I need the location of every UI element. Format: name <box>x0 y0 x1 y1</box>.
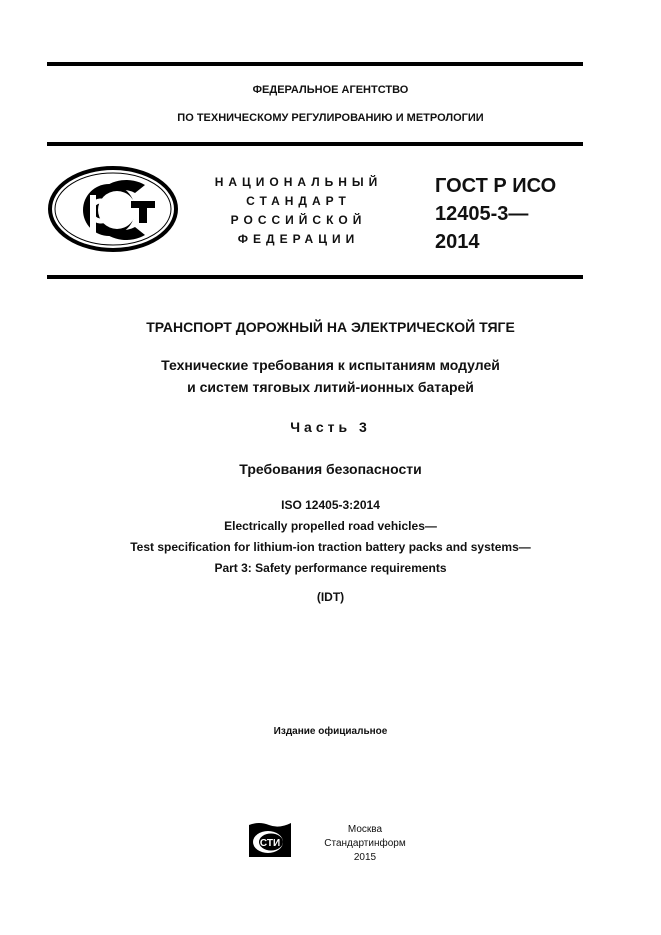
document-title: ТРАНСПОРТ ДОРОЖНЫЙ НА ЭЛЕКТРИЧЕСКОЙ ТЯГЕ <box>146 319 515 335</box>
part-number: Часть 3 <box>290 419 371 435</box>
subtitle-line: Технические требования к испытаниям модулей <box>161 357 500 373</box>
header-rule <box>47 142 583 146</box>
national-standard-line: ФЕДЕРАЦИИ <box>237 232 360 246</box>
block-rule <box>47 275 583 279</box>
iso-line: ISO 12405-3:2014 <box>281 498 380 512</box>
designation-line: 2014 <box>435 231 480 253</box>
designation-line: 12405-3— <box>435 203 529 225</box>
standard-designation <box>435 172 556 256</box>
iso-line: Test specification for lithium-ion traction battery packs and systems— <box>130 540 531 554</box>
publisher-name: Стандартинформ <box>324 838 406 849</box>
iso-line: Electrically propelled road vehicles— <box>224 519 437 533</box>
publisher-info <box>320 823 410 865</box>
svg-text:СТИ: СТИ <box>259 838 281 849</box>
agency-line-2: ПО ТЕХНИЧЕСКОМУ РЕГУЛИРОВАНИЮ И МЕТРОЛОГИИ <box>177 112 484 124</box>
iso-reference <box>0 495 661 579</box>
iso-line: Part 3: Safety performance requirements <box>214 561 447 575</box>
rst-certification-logo-icon <box>47 165 179 253</box>
edition-label: Издание официальное <box>273 726 388 737</box>
national-standard-line: РОССИЙСКОЙ <box>230 213 367 227</box>
top-rule <box>47 62 583 66</box>
national-standard-line: НАЦИОНАЛЬНЫЙ <box>214 175 383 189</box>
designation-line: ГОСТ Р ИСО <box>435 175 557 197</box>
national-standard-line: СТАНДАРТ <box>246 194 351 208</box>
part-title: Требования безопасности <box>239 461 422 477</box>
document-subtitle <box>0 354 661 398</box>
subtitle-line: и систем тяговых литий-ионных батарей <box>187 379 474 395</box>
equivalence-degree: (IDT) <box>316 590 345 604</box>
agency-line-1: ФЕДЕРАЛЬНОЕ АГЕНТСТВО <box>252 84 409 96</box>
publisher-city: Москва <box>347 824 383 835</box>
national-standard-label <box>196 173 401 249</box>
publisher-year: 2015 <box>353 852 377 863</box>
standartinform-logo-icon <box>249 821 291 857</box>
